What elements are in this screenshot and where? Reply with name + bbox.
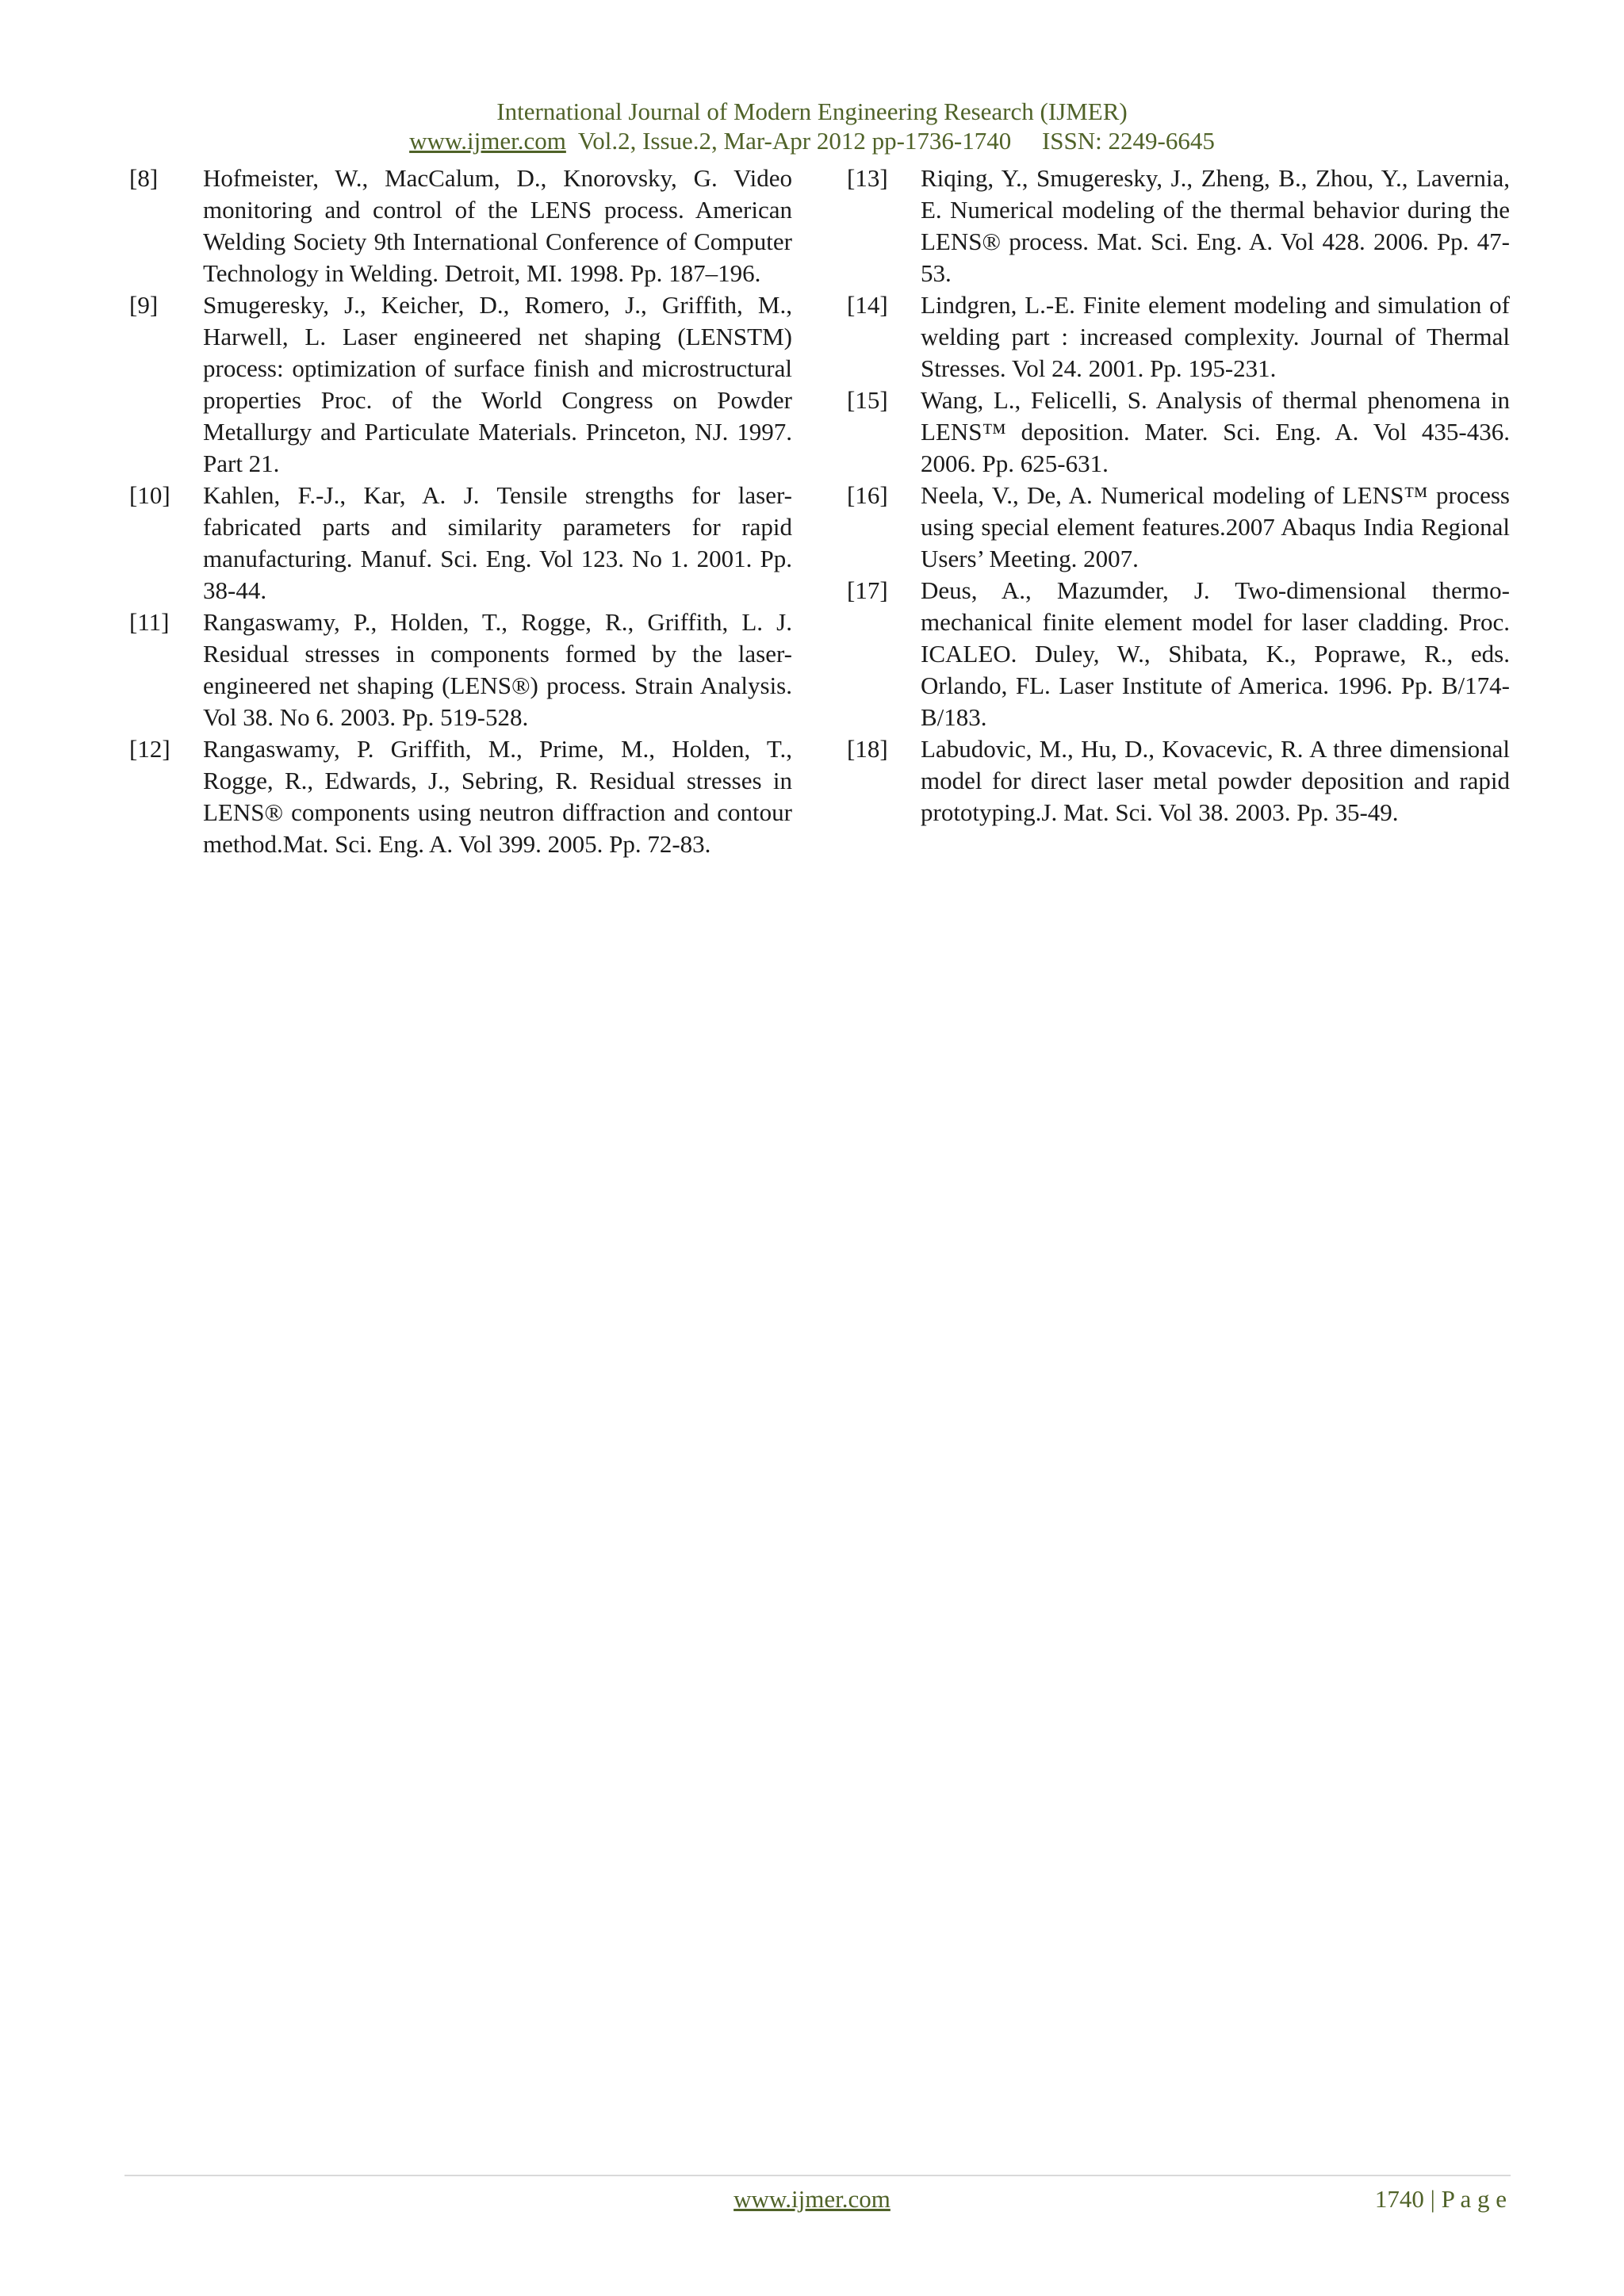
reference-text: Rangaswamy, P. Griffith, M., Prime, M., Holden, T., Rogge, R., Edwards, J., Sebring, R. Residual stresses in LENS® components using neutron diffraction and contour method.Mat. Sci. Eng. A. Vol 399. 2005. Pp. 72-83. — [203, 735, 792, 858]
reference-item — [129, 733, 792, 860]
reference-number: [9] — [129, 291, 159, 319]
reference-item — [129, 163, 792, 289]
reference-number: [14] — [847, 291, 888, 319]
reference-text: Deus, A., Mazumder, J. Two-dimensional thermo-mechanical finite element model for laser cladding. Proc. ICALEO. Duley, W., Shibata, K., Poprawe, R., eds. Orlando, FL. Laser Institute of America. 1996. Pp. B/174-B/183. — [921, 576, 1510, 731]
reference-text: Rangaswamy, P., Holden, T., Rogge, R., Griffith, L. J. Residual stresses in components formed by the laser-engineered net shaping (LENS®) process. Strain Analysis. Vol 38. No 6. 2003. Pp. 519-528. — [203, 608, 792, 731]
reference-item — [847, 733, 1510, 828]
reference-number: [11] — [129, 608, 170, 636]
reference-text: Riqing, Y., Smugeresky, J., Zheng, B., Zhou, Y., Lavernia, E. Numerical modeling of the thermal behavior during the LENS® process. Mat. Sci. Eng. A. Vol 428. 2006. Pp. 47-53. — [921, 164, 1510, 287]
reference-number: [16] — [847, 481, 888, 509]
reference-number: [17] — [847, 576, 888, 604]
reference-item — [847, 163, 1510, 289]
page-number: 1740 | P a g e — [1374, 2185, 1507, 2213]
reference-number: [8] — [129, 164, 159, 192]
reference-text: Hofmeister, W., MacCalum, D., Knorovsky, G. Video monitoring and control of the LENS process. American Welding Society 9th International Conference of Computer Technology in Welding. Detroit, MI. 1998. Pp. 187–196. — [203, 164, 792, 287]
reference-text: Neela, V., De, A. Numerical modeling of LENS™ process using special element features.2007 Abaqus India Regional Users’ Meeting. 2007. — [921, 481, 1510, 572]
reference-item — [129, 289, 792, 480]
reference-number: [10] — [129, 481, 170, 509]
issn: ISSN: 2249-6645 — [1041, 127, 1215, 155]
reference-item — [129, 607, 792, 733]
references-right-column — [847, 163, 1510, 828]
reference-text: Wang, L., Felicelli, S. Analysis of thermal phenomena in LENS™ deposition. Mater. Sci. Eng. A. Vol 435-436. 2006. Pp. 625-631. — [921, 386, 1510, 477]
footer-divider — [124, 2175, 1511, 2176]
reference-item — [847, 289, 1510, 385]
reference-number: [13] — [847, 164, 888, 192]
journal-issue-line — [0, 126, 1624, 155]
reference-item — [847, 385, 1510, 480]
header-website-link[interactable]: www.ijmer.com — [409, 127, 566, 155]
reference-item — [847, 480, 1510, 575]
journal-header — [0, 97, 1624, 155]
reference-number: [18] — [847, 735, 888, 763]
footer-website-link[interactable]: www.ijmer.com — [733, 2185, 891, 2213]
reference-number: [12] — [129, 735, 170, 763]
reference-item — [129, 480, 792, 607]
issue-info: Vol.2, Issue.2, Mar-Apr 2012 pp-1736-1740 — [577, 127, 1012, 155]
journal-title: International Journal of Modern Engineering Research (IJMER) — [496, 98, 1128, 125]
reference-number: [15] — [847, 386, 888, 414]
reference-text: Lindgren, L.-E. Finite element modeling and simulation of welding part : increased complexity. Journal of Thermal Stresses. Vol 24. 2001. Pp. 195-231. — [921, 291, 1510, 382]
references-left-column — [129, 163, 792, 860]
reference-text: Labudovic, M., Hu, D., Kovacevic, R. A three dimensional model for direct laser metal powder deposition and rapid prototyping.J. Mat. Sci. Vol 38. 2003. Pp. 35-49. — [921, 735, 1510, 826]
reference-text: Smugeresky, J., Keicher, D., Romero, J., Griffith, M., Harwell, L. Laser engineered net shaping (LENSTM) process: optimization of surface finish and microstructural properties Proc. of the World Congress on Powder Metallurgy and Particulate Materials. Princeton, NJ. 1997. Part 21. — [203, 291, 792, 477]
reference-text: Kahlen, F.-J., Kar, A. J. Tensile strengths for laser-fabricated parts and similarity parameters for rapid manufacturing. Manuf. Sci. Eng. Vol 123. No 1. 2001. Pp. 38-44. — [203, 481, 792, 604]
reference-item — [847, 575, 1510, 733]
